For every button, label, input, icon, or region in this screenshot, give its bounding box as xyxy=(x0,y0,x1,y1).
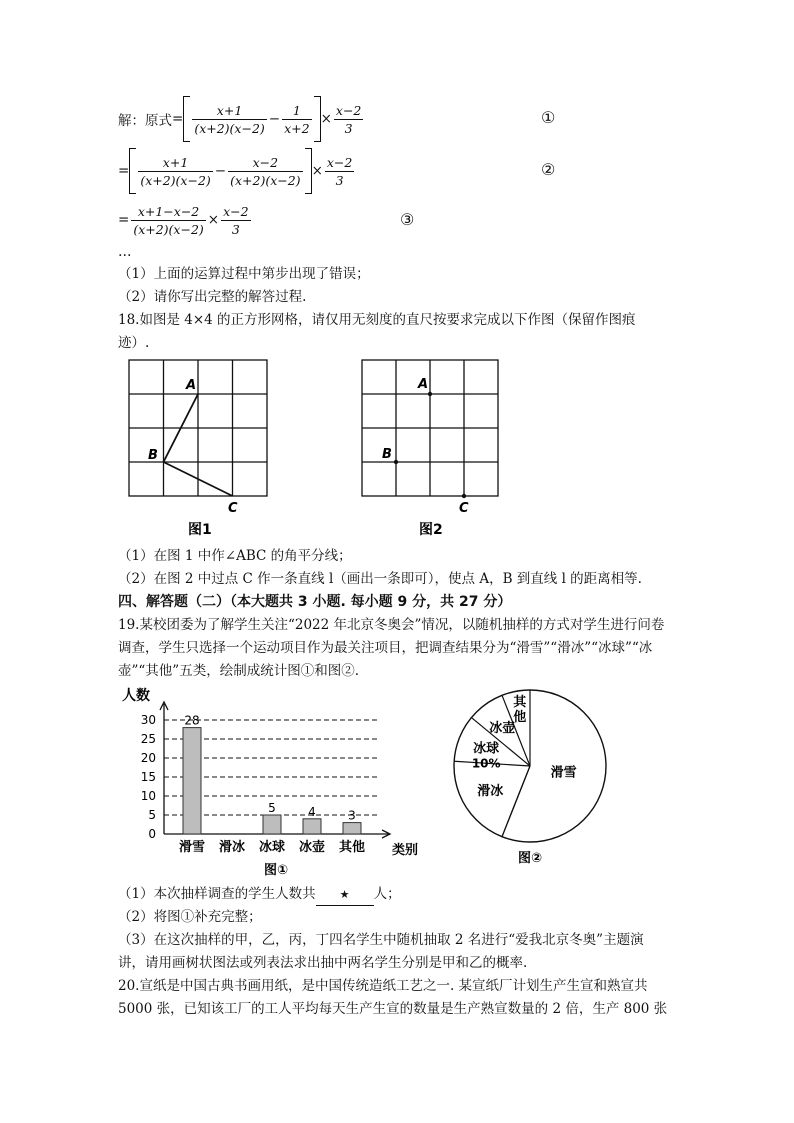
point-c xyxy=(462,494,466,498)
figure-1-grid xyxy=(120,352,280,538)
point-a xyxy=(428,392,432,396)
pie-slice-label: 滑冰 xyxy=(477,784,504,800)
q18-sub1: （1）在图 1 中作∠ABC 的角平分线； xyxy=(118,548,352,564)
fraction: $\frac{x+1-x-2}{(x+2)(x-2)}$ xyxy=(133,203,204,237)
point-b xyxy=(394,460,398,464)
q17-sub2: （2）请你写出完整的解答过程. xyxy=(118,289,307,305)
q19-sub3-1: （3）在这次抽样的甲，乙，丙，丁四名学生中随机抽取 2 名进行“爱我北京冬奥”主题演 xyxy=(118,932,644,948)
point-b-label: B xyxy=(148,448,158,463)
point-c-label: C xyxy=(459,501,469,516)
bar xyxy=(183,728,201,834)
y-tick-label: 15 xyxy=(140,770,156,784)
pie-percent-label: 10% xyxy=(471,756,501,771)
q19-sub3-2: 讲，请用画树状图法或列表法求出抽中两名学生分别是甲和乙的概率. xyxy=(118,955,528,971)
solution-line-1: 解：原式 = $\frac{x+1}{(x+2)(x-2)}$ − $\frac{1}{x+2}$ × $\frac{x-2}{3}$ xyxy=(118,96,365,142)
pie-chart xyxy=(448,684,618,874)
bar xyxy=(303,819,321,834)
solution-prefix: 解：原式 xyxy=(118,113,172,129)
q19-stem-3: 壶”“其他”五类，绘制成统计图①和图②. xyxy=(118,663,359,679)
left-bracket xyxy=(183,96,190,142)
x-tick-label: 其他 xyxy=(338,840,366,855)
bar-value-label: 28 xyxy=(184,713,200,728)
y-tick-label: 20 xyxy=(140,751,156,765)
bar-value-label: 4 xyxy=(308,804,316,819)
solution-line-2: = $\frac{x+1}{(x+2)(x-2)}$ − $\frac{x-2}{(x+2)(x-2)}$ × $\frac{x-2}{3}$ xyxy=(118,148,356,194)
y-tick-label: 5 xyxy=(148,808,156,822)
chart-title: 图① xyxy=(264,863,289,878)
ellipsis: … xyxy=(118,244,132,260)
q19-sub1: （1）本次抽样调查的学生人数共 ★ 人； xyxy=(118,884,401,906)
x-tick-label: 冰壶 xyxy=(298,840,326,855)
y-tick-label: 10 xyxy=(140,789,156,803)
figure-2-grid xyxy=(353,352,513,538)
fraction: $\frac{x+1}{(x+2)(x-2)}$ xyxy=(194,102,265,136)
step-marker-2: ② xyxy=(541,160,556,179)
pie-slice-label: 冰壶 xyxy=(489,720,516,736)
solution-line-3: = $\frac{x+1-x-2}{(x+2)(x-2)}$ × $\frac{x-2}{3}$ xyxy=(118,203,249,237)
bar-value-label: 3 xyxy=(348,808,356,823)
y-axis-label: 人数 xyxy=(122,688,150,704)
y-tick-label: 25 xyxy=(140,732,156,746)
fraction: $\frac{x-2}{3}$ xyxy=(335,102,362,136)
chart-title: 图② xyxy=(518,851,543,866)
pie-slice-label: 冰球 xyxy=(473,741,500,757)
figure-1-caption: 图1 xyxy=(188,522,212,538)
point-a-label: A xyxy=(418,377,429,392)
pie-slice-label: 滑雪 xyxy=(550,765,577,781)
fraction: $\frac{x-2}{(x+2)(x-2)}$ xyxy=(230,154,301,188)
bar xyxy=(343,823,361,834)
point-b-label: B xyxy=(382,447,392,462)
y-tick-label: 0 xyxy=(148,827,156,841)
fraction: $\frac{x-2}{3}$ xyxy=(326,154,353,188)
q20-line-2: 5000 张，已知该工厂的工人平均每天生产生宣的数量是生产熟宣数量的 2 倍，生产 800 张 xyxy=(118,1001,668,1017)
q18-sub2: （2）在图 2 中过点 C 作一条直线 l（画出一条即可），使点 A，B 到直线 l 的距离相等. xyxy=(118,571,642,587)
left-bracket xyxy=(129,148,136,194)
q19-stem-1: 19.某校团委为了解学生关注“2022 年北京冬奥会”情况，以随机抽样的方式对学生进行问卷 xyxy=(118,617,665,633)
pie-slice-label: 其他 xyxy=(513,695,527,726)
fraction: $\frac{x-2}{3}$ xyxy=(223,203,249,237)
x-tick-label: 滑雪 xyxy=(178,840,206,855)
bar-value-label: 5 xyxy=(268,801,276,815)
section-heading: 四、解答题（二）（本大题共 3 小题. 每小题 9 分，共 27 分） xyxy=(118,594,512,610)
q18-stem-1: 18.如图是 4×4 的正方形网格，请仅用无刻度的直尺按要求完成以下作图（保留作图痕 xyxy=(118,312,636,328)
figure-2-caption: 图2 xyxy=(419,522,443,538)
step-marker-3: ③ xyxy=(400,210,415,229)
q17-sub1: （1）上面的运算过程中第步出现了错误； xyxy=(118,266,370,282)
q18-stem-2: 迹）. xyxy=(118,335,150,351)
right-bracket xyxy=(314,96,321,142)
x-axis-label: 类别 xyxy=(392,843,419,858)
point-c-label: C xyxy=(228,501,238,516)
right-bracket xyxy=(305,148,312,194)
x-tick-label: 滑冰 xyxy=(218,840,246,855)
bar-chart xyxy=(114,684,434,880)
x-tick-label: 冰球 xyxy=(258,840,286,855)
bar xyxy=(263,815,281,834)
fraction: $\frac{x+1}{(x+2)(x-2)}$ xyxy=(140,154,211,188)
fraction: $\frac{1}{x+2}$ xyxy=(284,102,310,136)
point-a-label: A xyxy=(186,378,197,393)
step-marker-1: ① xyxy=(541,108,556,127)
q20-line-1: 20.宣纸是中国古典书画用纸，是中国传统造纸工艺之一. 某宣纸厂计划生产生宣和熟宣共 xyxy=(118,978,648,994)
y-tick-label: 30 xyxy=(140,713,156,727)
q19-sub2: （2）将图①补充完整； xyxy=(118,909,262,925)
answer-blank[interactable]: ★ xyxy=(316,885,374,906)
q19-stem-2: 调查，学生只选择一个运动项目作为最关注项目，把调查结果分为“滑雪”“滑冰”“冰球”“冰 xyxy=(118,640,653,656)
